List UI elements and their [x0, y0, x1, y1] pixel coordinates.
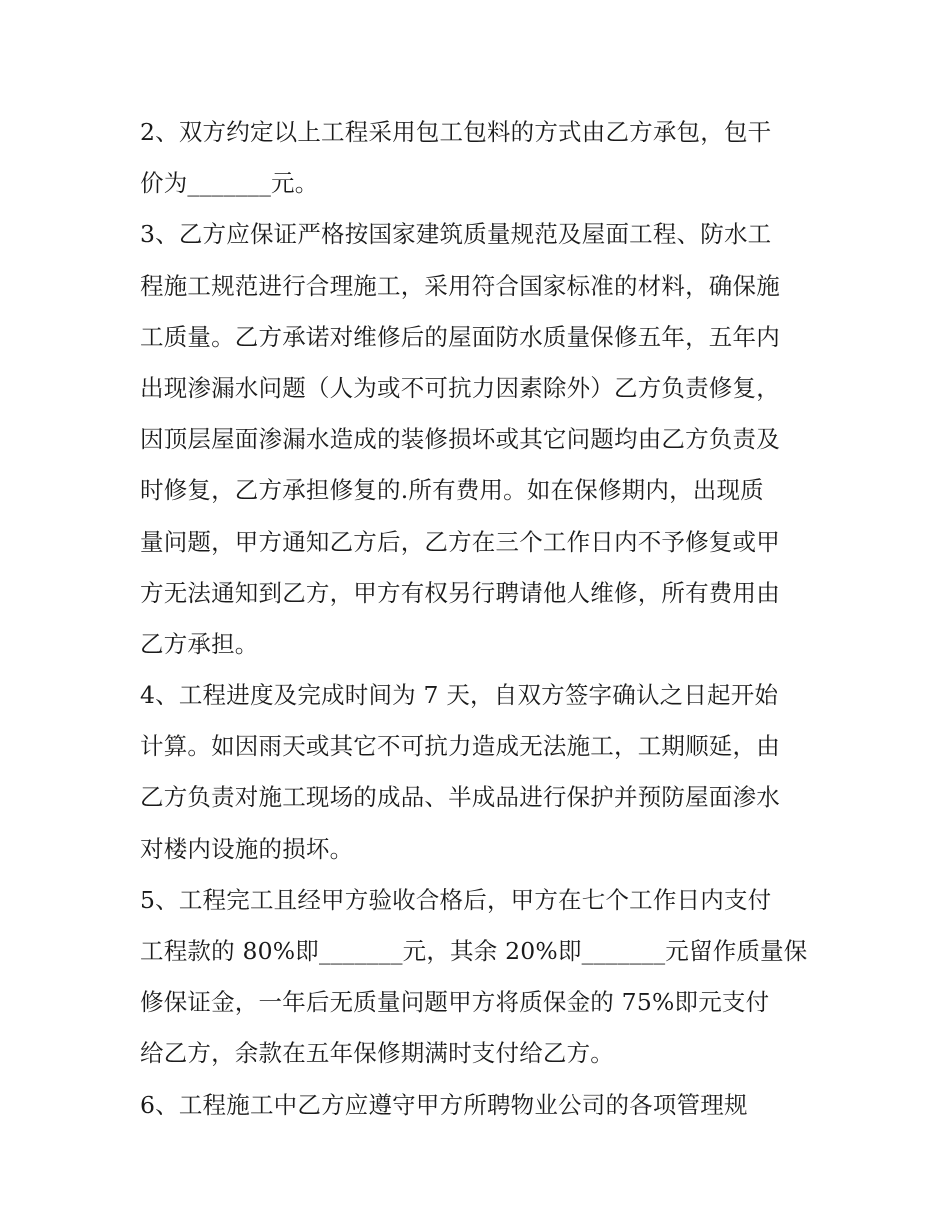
document-body [140, 107, 812, 1131]
text-line: 程施工规范进行合理施工，采用符合国家标准的材料，确保施 [140, 271, 780, 300]
text-line: 出现渗漏水问题（人为或不可抗力因素除外）乙方负责修复， [140, 373, 780, 402]
text-line: 6、工程施工中乙方应遵守甲方所聘物业公司的各项管理规 [140, 1090, 748, 1119]
text-line: 修保证金，一年后无质量问题甲方将质保金的 75%即元支付 [140, 988, 770, 1017]
text-line: 计算。如因雨天或其它不可抗力造成无法施工，工期顺延，由 [140, 732, 780, 761]
text-line: 对楼内设施的损坏。 [140, 834, 354, 863]
text-line: 4、工程进度及完成时间为 7 天，自双方签字确认之日起开始 [140, 681, 779, 710]
text-line: 乙方承担。 [140, 629, 259, 658]
text-line: 价为_______元。 [140, 169, 319, 198]
text-line: 因顶层屋面渗漏水造成的装修损坏或其它问题均由乙方负责及 [140, 425, 780, 454]
text-line: 时修复，乙方承担修复的.所有费用。如在保修期内，出现质 [140, 476, 764, 505]
clause-3 [140, 209, 812, 670]
text-line: 给乙方，余款在五年保修期满时支付给乙方。 [140, 1039, 614, 1068]
clause-6 [140, 1080, 812, 1131]
clause-2 [140, 107, 812, 209]
text-line: 量问题，甲方通知乙方后，乙方在三个工作日内不予修复或甲 [140, 527, 780, 556]
text-line: 工程款的 80%即_______元，其余 20%即_______元留作质量保 [140, 937, 808, 965]
clause-4 [140, 670, 812, 875]
clause-5 [140, 875, 812, 1080]
text-line: 工质量。乙方承诺对维修后的屋面防水质量保修五年，五年内 [140, 322, 780, 351]
text-line: 乙方负责对施工现场的成品、半成品进行保护并预防屋面渗水 [140, 783, 780, 812]
text-line: 2、双方约定以上工程采用包工包料的方式由乙方承包，包干 [140, 118, 772, 146]
text-line: 方无法通知到乙方，甲方有权另行聘请他人维修，所有费用由 [140, 578, 780, 607]
text-line: 5、工程完工且经甲方验收合格后，甲方在七个工作日内支付 [140, 885, 772, 914]
text-line: 3、乙方应保证严格按国家建筑质量规范及屋面工程、防水工 [140, 220, 772, 249]
